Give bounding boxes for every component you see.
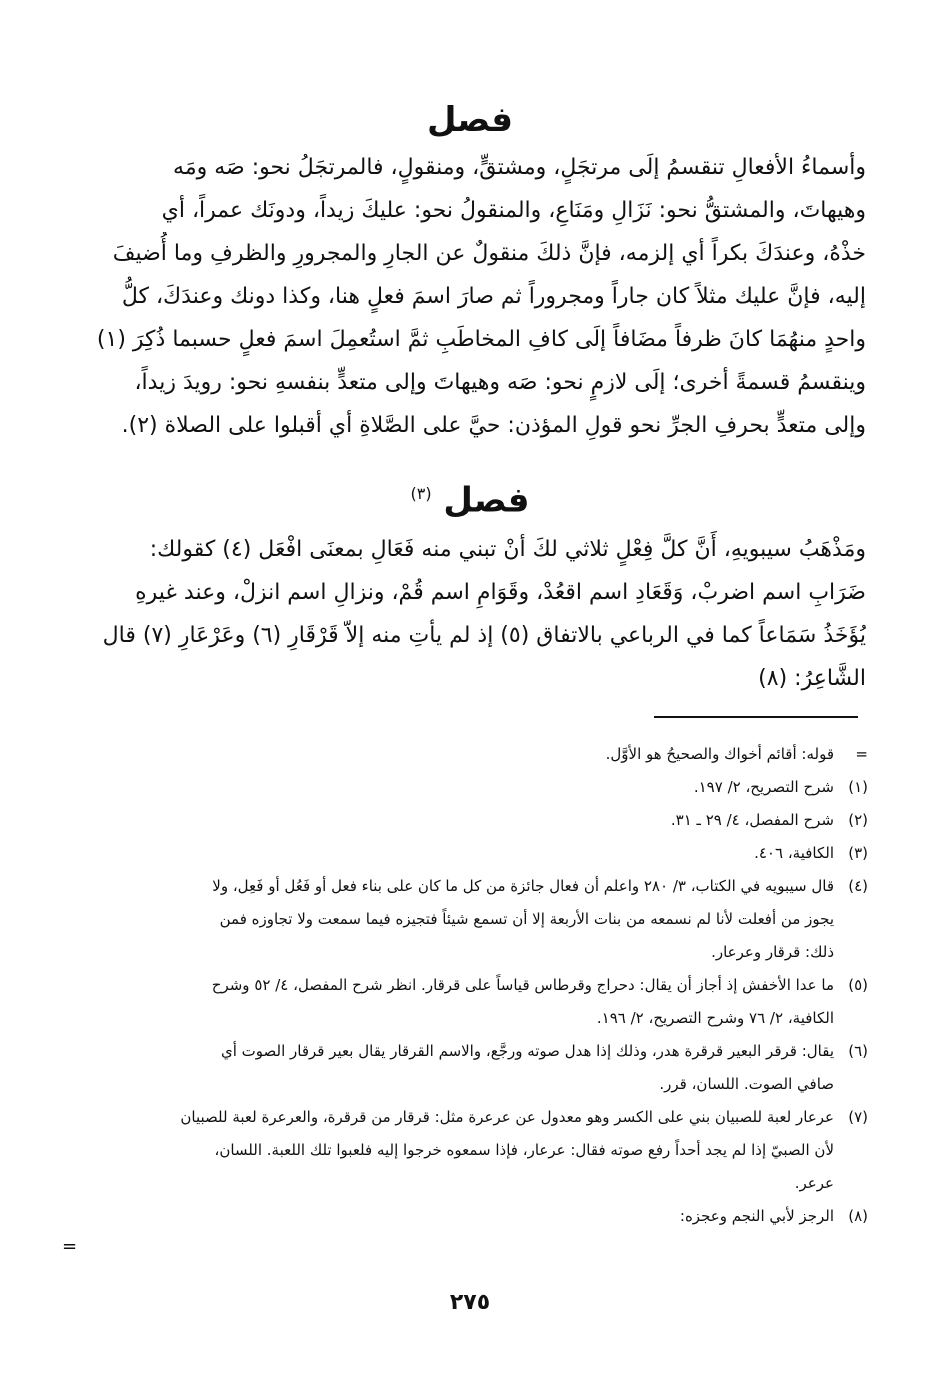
- footnote-2: [84, 804, 868, 837]
- paragraph-line: يُؤَخَذُ سَمَاعاً كما في الرباعي بالاتفاق (٥) إذ لم يأتِ منه إلاّ قَرْقَارِ (٦) وعَرْعَارِ (٧) قال: [102, 623, 866, 648]
- footnote-3: [84, 837, 868, 870]
- footnote-text: ما عدا الأخفش إذ أجاز أن يقال: دحراج وقرطاس قياساً على قرقار. انظر شرح المفصل، ٤/ ٥٢ وشرح: [211, 976, 834, 994]
- section-heading-2: [0, 472, 940, 522]
- section-1-paragraph: [84, 146, 866, 447]
- page-number: ٢٧٥: [449, 1290, 491, 1315]
- footnote-separator: [654, 716, 858, 718]
- paragraph-line: وإلى متعدٍّ بحرفِ الجرِّ نحو قولِ المؤذن: حيَّ على الصَّلاةِ أي أقبلوا على الصلاة (٢).: [121, 413, 866, 438]
- footnote-continuation: [84, 738, 868, 771]
- footnotes: [84, 738, 868, 1233]
- footnote-7: [84, 1101, 868, 1200]
- paragraph-line: واحدٍ منهُمَا كانَ ظرفاً مضَافاً إلَى كافِ المخاطَبِ ثمَّ استُعمِلَ اسمَ فعلٍ حسبما ذُكِرَ (١): [96, 327, 866, 352]
- paragraph-line: إليه، فإنَّ عليك مثلاً كان جاراً ومجروراً ثم صارَ اسمَ فعلٍ هنا، وكذا دونك وعندَكَ، كلُّ: [121, 284, 866, 309]
- footnote-number: (٨): [848, 1207, 868, 1225]
- footnote-text: عرعر.: [794, 1174, 834, 1192]
- footnote-5: [84, 969, 868, 1035]
- footnote-text: قال سيبويه في الكتاب، ٣/ ٢٨٠ واعلم أن فعال جائزة من كل ما كان على بناء فعل أو فَعُل أو فَعِل، ولا: [212, 877, 834, 895]
- footnote-1: [84, 771, 868, 804]
- footnote-number: (٥): [848, 976, 868, 994]
- paragraph-line: ومَذْهَبُ سيبويهِ، أَنَّ كلَّ فِعْلٍ ثلاثي لكَ أنْ تبني منه فَعَالِ بمعنَى افْعَل (٤) كقولك:: [149, 537, 866, 562]
- footnote-text: يجوز من أفعلت لأنا لم نسمعه من بنات الأربعة إلا أن تسمع شيئاً فتجيزه فيما سمعت ولا تجاوزه فمن: [219, 910, 834, 928]
- footnote-8: [84, 1200, 868, 1233]
- section-heading-2-text: فصل: [443, 480, 530, 521]
- footnote-number: (٣): [848, 844, 868, 862]
- footnote-text: الرجز لأبي النجم وعجزه:: [679, 1207, 834, 1225]
- footnote-text: شرح المفصل، ٤/ ٢٩ ـ ٣١.: [670, 811, 834, 829]
- footnote-text: شرح التصريح، ٢/ ١٩٧.: [693, 778, 834, 796]
- footnote-text: صافي الصوت. اللسان، قرر.: [659, 1075, 834, 1093]
- section-2-paragraph: [84, 528, 866, 700]
- footnote-number: (٧): [848, 1108, 868, 1126]
- paragraph-line: الشَّاعِرُ: (٨): [758, 666, 866, 691]
- footnote-text: ذلك: قرقار وعرعار.: [711, 943, 834, 961]
- continuation-mark: =: [62, 1236, 78, 1257]
- footnote-text: قوله: أقائم أخواك والصحيحُ هو الأوَّل.: [605, 745, 834, 763]
- footnote-number: (٤): [848, 877, 868, 895]
- footnote-number: (٢): [848, 811, 868, 829]
- footnote-text: الكافية، ٤٠٦.: [754, 844, 834, 862]
- footnote-text: الكافية، ٢/ ٧٦ وشرح التصريح، ٢/ ١٩٦.: [596, 1009, 834, 1027]
- footnote-number: =: [855, 745, 868, 763]
- section-heading-1: [0, 98, 940, 142]
- footnote-text: لأن الصبيّ إذا لم يجد أحداً رفع صوته فقال: عرعار، فإذا سمعوه خرجوا إليه فلعبوا تلك اللعبة. اللسان،: [214, 1141, 834, 1159]
- footnote-number: (١): [848, 778, 868, 796]
- footnote-6: [84, 1035, 868, 1101]
- paragraph-line: وهيهاتَ، والمشتقُّ نحو: نَزَالِ ومَنَاعِ، والمنقولُ نحو: عليكَ زيداً، ودونَك عمراً، أي: [161, 198, 866, 223]
- paragraph-line: وأسماءُ الأفعالِ تنقسمُ إلَى مرتجَلٍ، ومشتقٍّ، ومنقولٍ، فالمرتجَلُ نحو: صَه ومَه: [173, 155, 866, 180]
- paragraph-line: وينقسمُ قسمةً أخرى؛ إلَى لازمٍ نحو: صَه وهيهاتَ وإلى متعدٍّ بنفسهِ نحو: رويدَ زيداً،: [134, 370, 866, 395]
- paragraph-line: خذْهُ، وعندَكَ بكراً أي إلزمه، فإنَّ ذلكَ منقولٌ عن الجارِ والمجرورِ والظرفِ وما أُضيفَ: [112, 241, 866, 266]
- footnote-number: (٦): [848, 1042, 868, 1060]
- paragraph-line: ضَرَابِ اسم اضربْ، وَقَعَادِ اسم اقعُدْ، وقَوَامِ اسم قُمْ، ونزالِ اسم انزلْ، وعند غيرهِ: [135, 580, 866, 605]
- footnote-text: عرعار لعبة للصبيان بني على الكسر وهو معدول عن عرعرة مثل: قرقار من قرقرة، والعرعرة لعبة للصبيان: [180, 1108, 834, 1126]
- section-heading-2-footnote-ref: (٣): [410, 484, 432, 503]
- footnote-4: [84, 870, 868, 969]
- section-heading-1-text: فصل: [426, 100, 514, 140]
- footnote-text: يقال: قرقر البعير قرقرة هدر، وذلك إذا هدل صوته ورجَّع، والاسم القرقار يقال بعير قرقار الصوت أي: [220, 1042, 834, 1060]
